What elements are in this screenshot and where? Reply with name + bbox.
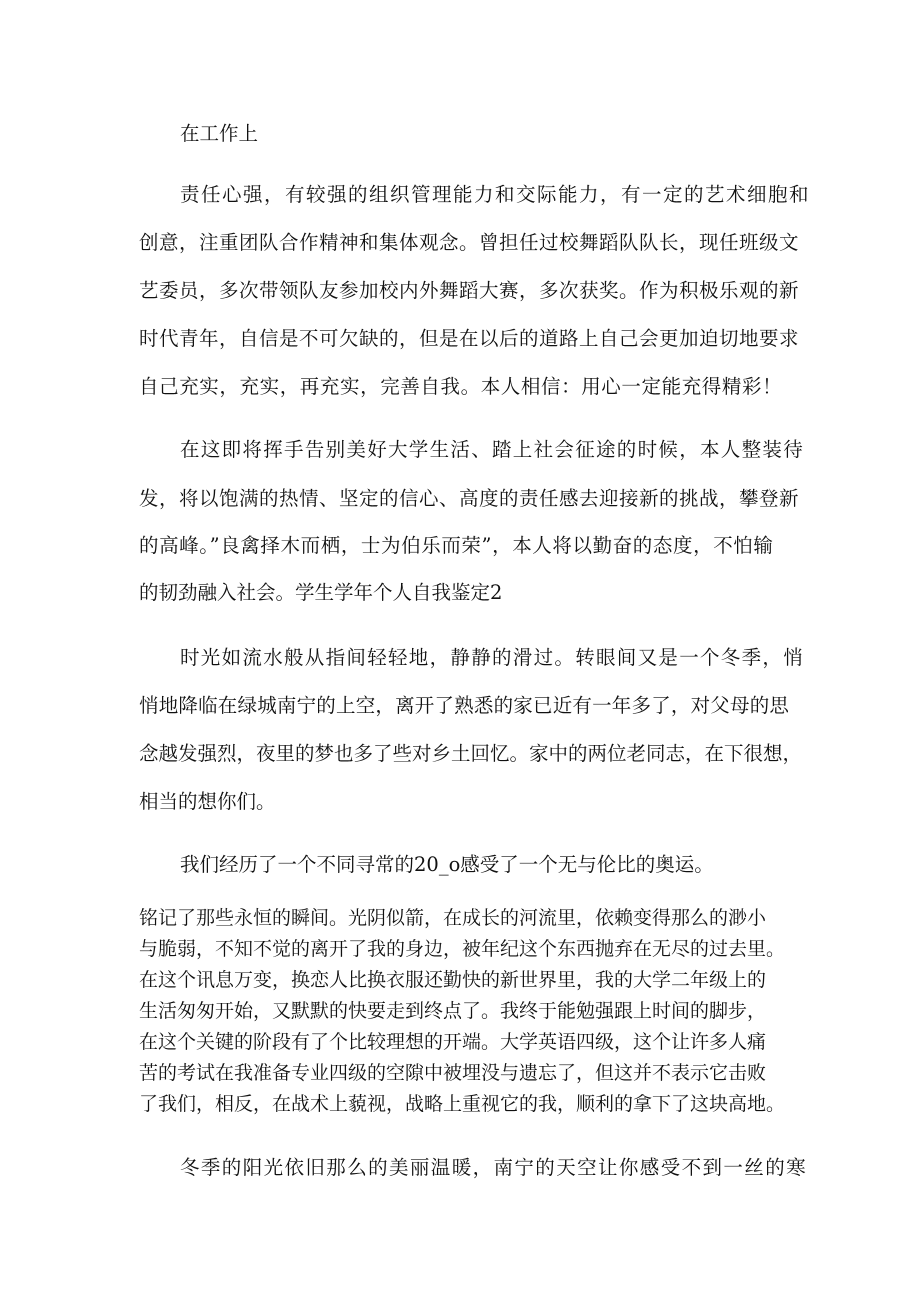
paragraph-5-line-4: 生活匆匆开始，又默默的快要走到终点了。我终于能勉强跟上时间的脚步， <box>139 1000 767 1022</box>
paragraph-1-line-4: 时代青年，自信是不可欠缺的，但是在以后的道路上自己会更加迫切地要求 <box>139 327 800 350</box>
paragraph-5-line-1: 铭记了那些永恒的瞬间。光阴似箭，在成长的河流里，依赖变得那么的渺小 <box>139 907 767 929</box>
paragraph-3-line-2: 悄地降临在绿城南宁的上空，离开了熟悉的家已近有一年多了，对父母的思 <box>139 694 790 717</box>
paragraph-2-line-4: 的韧劲融入社会。学生学年个人自我鉴定2 <box>139 581 503 604</box>
section-heading: 在工作上 <box>180 122 259 145</box>
paragraph-5-line-2: 与脆弱，不知不觉的离开了我的身边，被年纪这个东西抛弃在无尽的过去里。 <box>139 938 786 960</box>
paragraph-5-line-6: 苦的考试在我准备专业四级的空隙中被埋没与遗忘了，但这并不表示它击败 <box>139 1062 767 1084</box>
paragraph-1-line-1: 责任心强，有较强的组织管理能力和交际能力，有一定的艺术细胞和 <box>180 183 811 206</box>
paragraph-1-line-2: 创意，注重团队合作精神和集体观念。曾担任过校舞蹈队队长，现任班级文 <box>139 231 800 254</box>
paragraph-3-line-3: 念越发强烈，夜里的梦也多了些对乡土回忆。家中的两位老同志，在下很想， <box>139 742 803 765</box>
paragraph-5-line-3: 在这个讯息万变，换恋人比换衣服还勤快的新世界里，我的大学二年级上的 <box>139 969 767 991</box>
paragraph-2-line-3: 的高峰。”良禽择木而栖，士为伯乐而荣”，本人将以勤奋的态度，不怕输 <box>139 534 774 557</box>
paragraph-6-line-1: 冬季的阳光依旧那么的美丽温暖，南宁的天空让你感受不到一丝的寒 <box>180 1156 808 1179</box>
paragraph-5-line-5: 在这个关键的阶段有了个比较理想的开端。大学英语四级，这个让许多人痛 <box>139 1031 767 1053</box>
paragraph-4-line-1: 我们经历了一个不同寻常的20_o感受了一个无与伦比的奥运。 <box>180 853 714 876</box>
paragraph-2-line-1: 在这即将挥手告别美好大学生活、踏上社会征途的时候，本人整装待 <box>180 438 805 461</box>
paragraph-3-line-1: 时光如流水般从指间轻轻地，静静的滑过。转眼间又是一个冬季，悄 <box>180 646 805 669</box>
paragraph-1-line-3: 艺委员，多次带领队友参加校内外舞蹈大赛，多次获奖。作为积极乐观的新 <box>139 279 800 302</box>
paragraph-1-line-5: 自己充实，充实，再充实，完善自我。本人相信：用心一定能充得精彩！ <box>139 375 783 398</box>
paragraph-5-line-7: 了我们，相反，在战术上藐视，战略上重视它的我，顺利的拿下了这块高地。 <box>139 1093 786 1115</box>
paragraph-3-line-4: 相当的想你们。 <box>139 790 276 813</box>
paragraph-2-line-2: 发，将以饱满的热情、坚定的信心、高度的责任感去迎接新的挑战，攀登新 <box>139 487 800 510</box>
